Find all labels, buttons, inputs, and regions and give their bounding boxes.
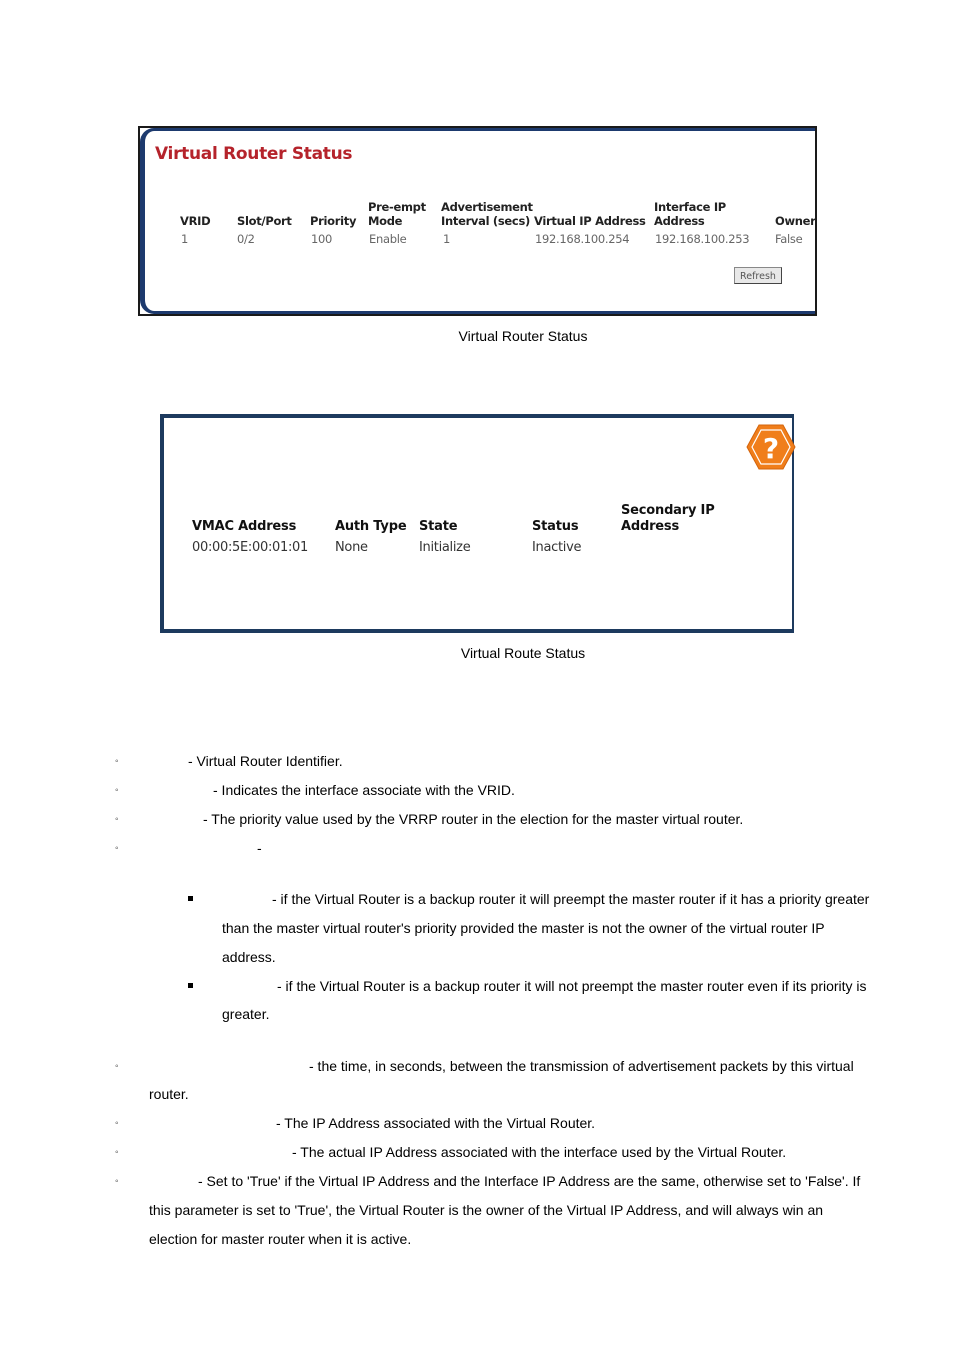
desc-slot-port: - Indicates the interface associate with the VRID. <box>213 782 515 798</box>
header-priority: Priority <box>310 214 357 228</box>
bullet-marker: ◦ <box>115 1147 119 1158</box>
cell-priority: 100 <box>311 232 333 246</box>
cell-vmac: 00:00:5E:00:01:01 <box>192 540 308 555</box>
desc-owner-line2: this parameter is set to 'True', the Virtual Router is the owner of the Virtual IP Address, and will always win an <box>149 1202 824 1218</box>
cell-status: Inactive <box>532 540 582 555</box>
cell-virtual-ip: 192.168.100.254 <box>535 232 630 246</box>
help-icon[interactable] <box>745 423 797 471</box>
desc-adv-line2: router. <box>149 1086 189 1102</box>
desc-preempt: - <box>257 840 262 856</box>
figure-caption-1: Virtual Router Status <box>458 328 588 344</box>
header-auth-type: Auth Type <box>335 519 407 534</box>
cell-state: Initialize <box>419 540 471 555</box>
header-slot-port: Slot/Port <box>237 214 292 228</box>
header-adv-interval: Advertisement Interval (secs) <box>441 200 533 228</box>
help-glyph: ? <box>762 432 780 465</box>
bullet-marker: ◦ <box>115 843 119 854</box>
header-interface-ip: Interface IP Address <box>654 200 726 228</box>
desc-owner-line3: election for master router when it is active. <box>149 1231 412 1247</box>
header-secondary-ip: Secondary IP Address <box>621 503 715 534</box>
cell-preempt: Enable <box>369 232 407 246</box>
desc-virtual-ip: - The IP Address associated with the Virtual Router. <box>276 1115 596 1131</box>
cell-interface-ip: 192.168.100.253 <box>655 232 750 246</box>
bullet-marker: ◦ <box>115 1061 119 1072</box>
desc-enable-line2: than the master virtual router's priority provided the master is not the owner of the virtual router IP <box>222 920 825 936</box>
desc-priority: - The priority value used by the VRRP router in the election for the master virtual router. <box>203 811 744 827</box>
desc-adv-line1: - the time, in seconds, between the transmission of advertisement packets by this virtual <box>309 1058 854 1074</box>
header-virtual-ip: Virtual IP Address <box>534 214 646 228</box>
header-owner: Owner <box>775 214 816 228</box>
bullet-marker: ◦ <box>115 756 119 767</box>
square-bullet <box>188 896 193 901</box>
bullet-marker: ◦ <box>115 1118 119 1129</box>
desc-enable-line3: address. <box>222 949 276 965</box>
desc-disable-line1: - if the Virtual Router is a backup router it will not preempt the master router even if its priority is <box>277 978 867 994</box>
panel-title: Virtual Router Status <box>155 144 353 164</box>
bullet-marker: ◦ <box>115 785 119 796</box>
desc-owner-line1: - Set to 'True' if the Virtual IP Address and the Interface IP Address are the same, otherwise set to 'False'. If <box>198 1173 861 1189</box>
desc-vrid: - Virtual Router Identifier. <box>188 753 343 769</box>
refresh-button[interactable]: Refresh <box>734 267 782 284</box>
cell-owner: False <box>775 232 803 246</box>
desc-disable-line2: greater. <box>222 1006 270 1022</box>
square-bullet <box>188 983 193 988</box>
cell-slot-port: 0/2 <box>237 232 255 246</box>
cell-auth-type: None <box>335 540 368 555</box>
header-vmac: VMAC Address <box>192 519 297 534</box>
desc-interface-ip: - The actual IP Address associated with the interface used by the Virtual Router. <box>292 1144 787 1160</box>
cell-vrid: 1 <box>181 232 189 246</box>
header-vrid: VRID <box>180 214 211 228</box>
virtual-router-status-panel <box>138 126 817 316</box>
bullet-marker: ◦ <box>115 1176 119 1187</box>
figure-caption-2: Virtual Route Status <box>460 645 586 661</box>
cell-adv-interval: 1 <box>443 232 451 246</box>
bullet-marker: ◦ <box>115 814 119 825</box>
virtual-route-status-panel <box>160 414 794 633</box>
header-preempt: Pre-empt Mode <box>368 200 426 228</box>
desc-enable-line1: - if the Virtual Router is a backup router it will preempt the master router if it has a priority greater <box>272 891 870 907</box>
header-state: State <box>419 519 458 534</box>
header-status: Status <box>532 519 579 534</box>
